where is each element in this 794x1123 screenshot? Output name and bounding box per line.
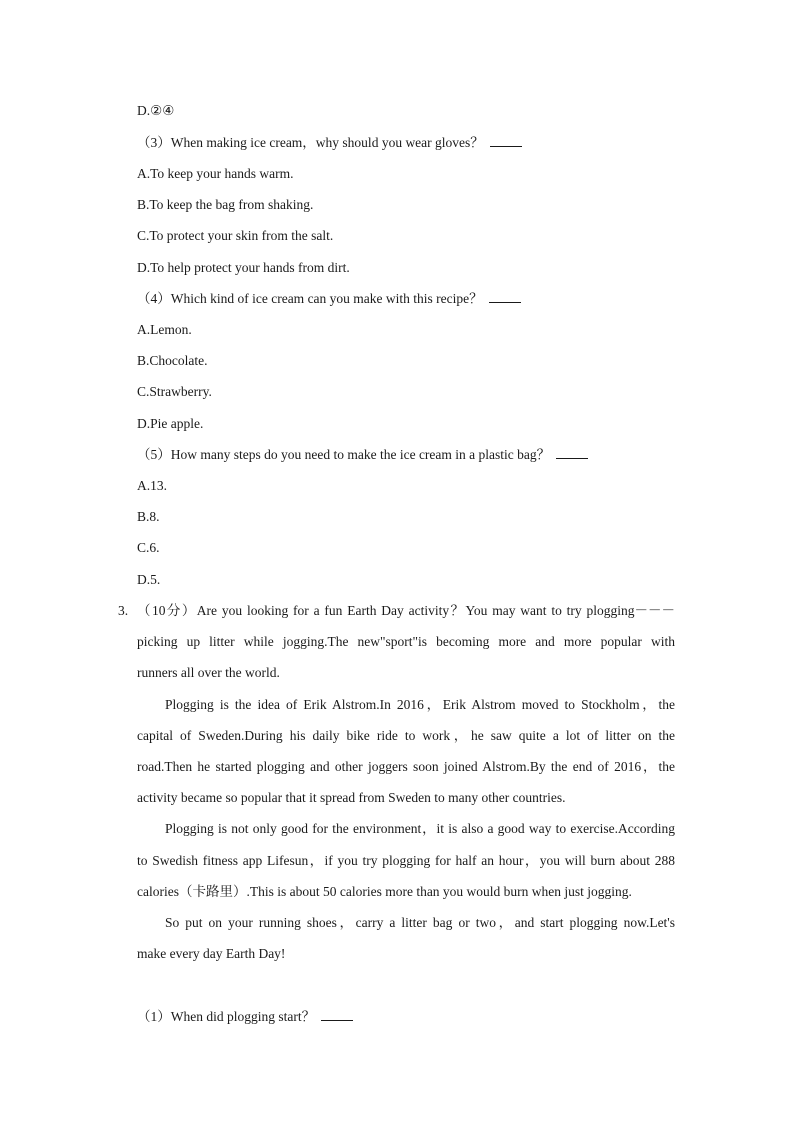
passage-q1-text: （1）When did plogging start？: [137, 1009, 316, 1024]
passage-line: runners all over the world.: [137, 665, 280, 680]
q5-stem: [137, 446, 588, 464]
passage-line: to Swedish fitness app Lifesun，if you try plogging for half an hour，you will burn about 288: [137, 853, 675, 868]
passage-line: calories（卡路里）.This is about 50 calories more than you would burn when just jogging.: [137, 884, 632, 899]
passage-line: （10分）Are you looking for a fun Earth Day activity？You may want to try plogging－－－: [137, 603, 675, 618]
q4-option-a: A.Lemon.: [137, 322, 192, 337]
passage-line: picking up litter while jogging.The new"sport"is becoming more and more popular with: [137, 634, 675, 649]
answer-blank[interactable]: [490, 134, 522, 147]
passage-line: make every day Earth Day!: [137, 946, 286, 961]
q3-option-d: D.To help protect your hands from dirt.: [137, 260, 350, 275]
q4-option-c: C.Strawberry.: [137, 384, 212, 399]
passage-line: Plogging is the idea of Erik Alstrom.In 2016，Erik Alstrom moved to Stockholm，the: [165, 697, 675, 712]
q5-option-c: C.6.: [137, 540, 160, 555]
q5-option-b: B.8.: [137, 509, 160, 524]
q3-option-c: C.To protect your skin from the salt.: [137, 228, 334, 243]
q4-stem-text: （4）Which kind of ice cream can you make with this recipe？: [137, 291, 483, 306]
q4-option-d: D.Pie apple.: [137, 416, 204, 431]
q5-stem-text: （5）How many steps do you need to make the ice cream in a plastic bag？: [137, 447, 551, 462]
q3-option-b: B.To keep the bag from shaking.: [137, 197, 314, 212]
passage-line: So put on your running shoes，carry a litter bag or two，and start plogging now.Let's: [165, 915, 675, 930]
q3-stem: [137, 134, 522, 152]
q4-stem: [137, 290, 521, 308]
answer-blank[interactable]: [489, 290, 521, 303]
q5-option-d: D.5.: [137, 572, 161, 587]
q4-option-b: B.Chocolate.: [137, 353, 208, 368]
passage-line: Plogging is not only good for the environment，it is also a good way to exercise.According: [165, 821, 675, 836]
passage-line: road.Then he started plogging and other joggers soon joined Alstrom.By the end of 2016，the: [137, 759, 675, 774]
q3-option-a: A.To keep your hands warm.: [137, 166, 294, 181]
q5-option-a: A.13.: [137, 478, 167, 493]
answer-blank[interactable]: [321, 1008, 353, 1021]
question-number: 3.: [118, 603, 129, 618]
q2-option-d: D.②④: [137, 103, 175, 118]
passage-q1-stem: [137, 1008, 353, 1026]
passage-line: activity became so popular that it spread from Sweden to many other countries.: [137, 790, 566, 805]
answer-blank[interactable]: [556, 446, 588, 459]
passage-line: capital of Sweden.During his daily bike ride to work，he saw quite a lot of litter on the: [137, 728, 675, 743]
q3-stem-text: （3）When making ice cream，why should you wear gloves？: [137, 135, 484, 150]
